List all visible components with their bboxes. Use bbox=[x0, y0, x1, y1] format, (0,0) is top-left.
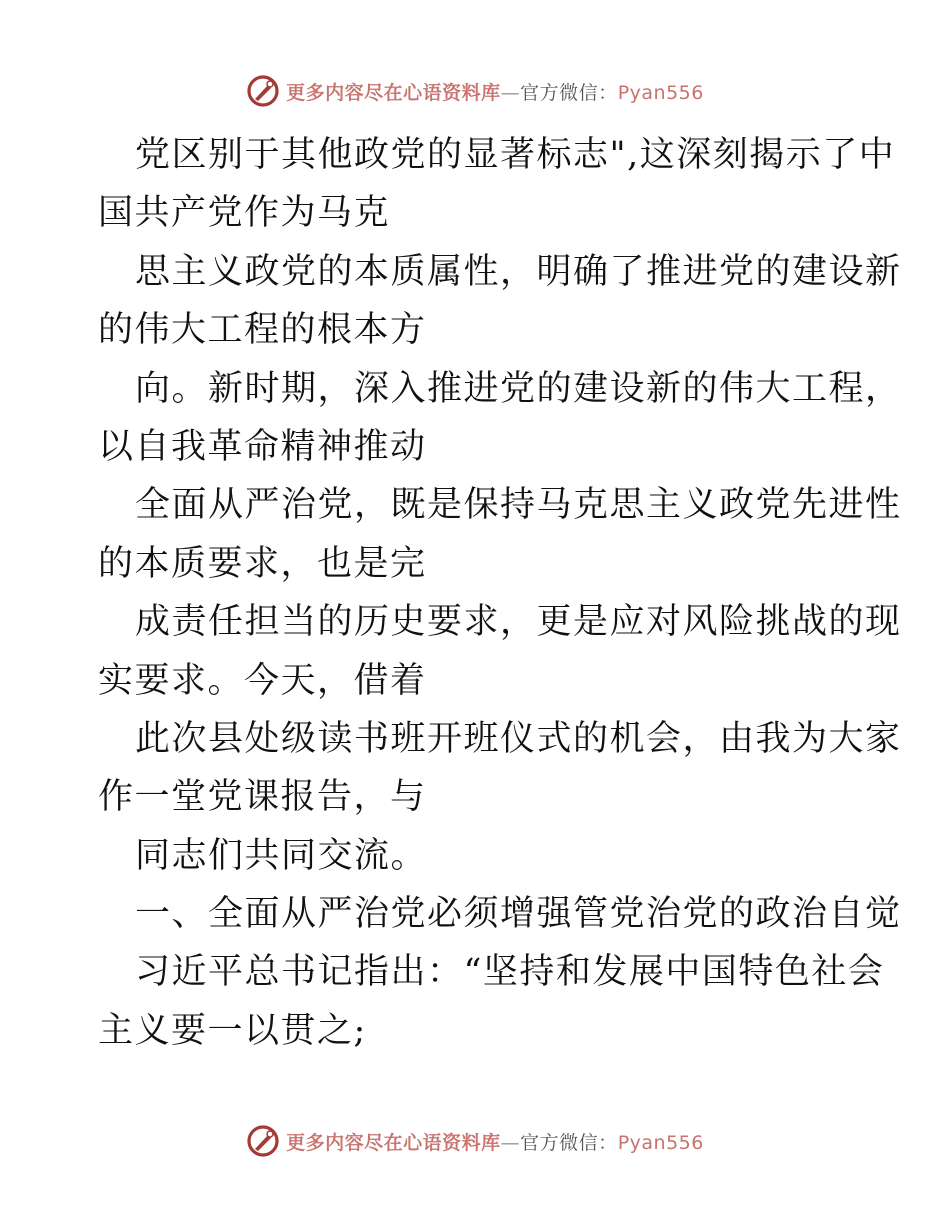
watermark-id: Pyan556 bbox=[617, 81, 704, 104]
text-line: 此次县处级读书班开班仪式的机会，由我为大家 bbox=[135, 718, 902, 759]
text-line: 向。新时期，深入推进党的建设新的伟大工程， bbox=[135, 368, 902, 409]
text-line: 作一堂党课报告，与 bbox=[98, 777, 427, 818]
text-line: 的本质要求，也是完 bbox=[98, 543, 427, 584]
header-watermark bbox=[0, 71, 950, 111]
text-line: 以自我革命精神推动 bbox=[98, 426, 427, 467]
watermark-dash: — bbox=[500, 1131, 521, 1154]
watermark-dash: — bbox=[500, 81, 521, 104]
text-line: 全面从严治党，既是保持马克思主义政党先进性 bbox=[135, 485, 902, 526]
text-line: 党区别于其他政党的显著标志",这深刻揭示了中 bbox=[135, 135, 896, 175]
text-line: 习近平总书记指出：“坚持和发展中国特色社会 bbox=[135, 952, 885, 993]
text-line: 思主义政党的本质属性，明确了推进党的建设新 bbox=[135, 251, 902, 292]
watermark-id: Pyan556 bbox=[617, 1131, 704, 1154]
pen-circle-logo-icon bbox=[246, 74, 280, 108]
watermark-text bbox=[286, 78, 704, 105]
watermark-text bbox=[286, 1128, 704, 1155]
section-heading: 一、全面从严治党必须增强管党治党的政治自觉 bbox=[135, 894, 902, 935]
text-line: 成责任担当的历史要求，更是应对风险挑战的现 bbox=[135, 602, 902, 643]
watermark-title: 更多内容尽在心语资料库 bbox=[286, 81, 501, 104]
text-line: 主义要一以贯之; bbox=[98, 1010, 367, 1051]
watermark-label: 官方微信： bbox=[520, 1131, 618, 1154]
text-line: 的伟大工程的根本方 bbox=[98, 310, 427, 351]
text-line: 同志们共同交流。 bbox=[135, 835, 428, 876]
watermark-label: 官方微信： bbox=[520, 81, 618, 104]
text-line: 国共产党作为马克 bbox=[98, 193, 391, 234]
pen-circle-logo-icon bbox=[246, 1124, 280, 1158]
footer-watermark bbox=[0, 1121, 950, 1161]
document-body bbox=[98, 126, 902, 1060]
watermark-title: 更多内容尽在心语资料库 bbox=[286, 1131, 501, 1154]
text-line: 实要求。今天，借着 bbox=[98, 660, 427, 701]
